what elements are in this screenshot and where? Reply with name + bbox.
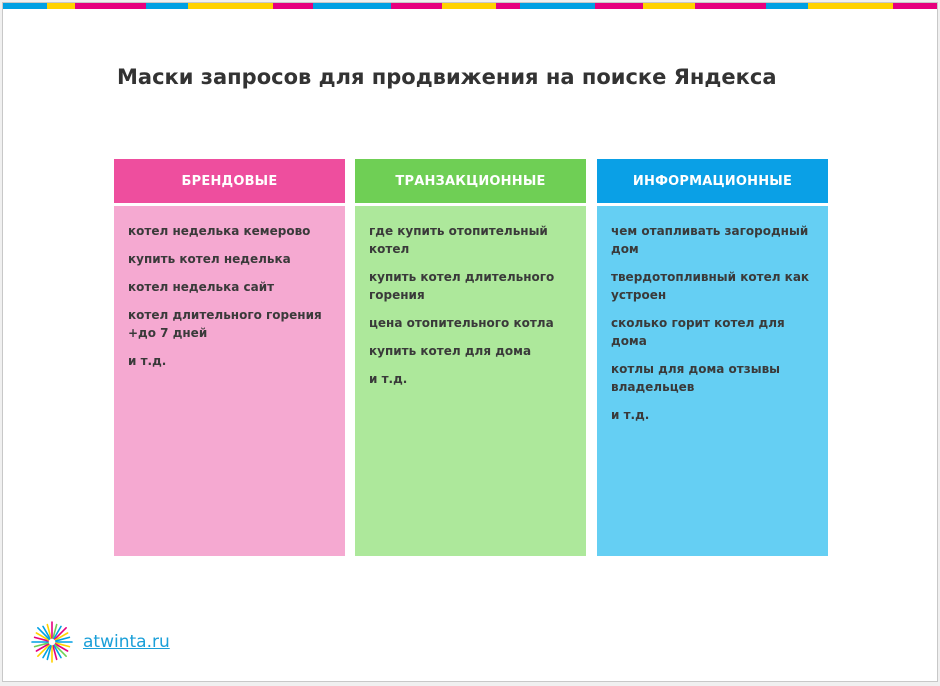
stripe-segment [496,3,520,9]
column-header-brand: БРЕНДОВЫЕ [114,159,345,203]
list-item: где купить отопительный котел [369,224,548,256]
stripe-segment [808,3,893,9]
column-body-brand [114,206,345,556]
slide [2,2,938,682]
site-link[interactable]: atwinta.ru [83,632,170,652]
stripe-segment [695,3,767,9]
stripe-segment [766,3,808,9]
stripe-segment [391,3,443,9]
page-title: Маски запросов для продвижения на поиске Яндекса [117,65,777,89]
column-informational [597,159,828,556]
list-item: и т.д. [611,408,650,422]
list-item: котел неделька сайт [128,280,275,294]
stripe-segment [520,3,596,9]
list-item: чем отапливать загородный дом [611,224,809,256]
column-body-transactional [355,206,586,556]
stripe-segment [273,3,313,9]
list-item: цена отопительного котла [369,316,554,330]
list-item: купить котел для дома [369,344,532,358]
stripe-segment [3,3,47,9]
stripe-segment [643,3,695,9]
sunburst-logo-icon [31,621,73,663]
top-color-stripe [3,3,937,9]
stripe-segment [146,3,188,9]
stripe-segment [595,3,643,9]
list-item: котел неделька кемерово [128,224,311,238]
stripe-segment [75,3,147,9]
stripe-segment [893,3,937,9]
list-item: и т.д. [369,372,408,386]
list-item: сколько горит котел для дома [611,316,785,348]
footer [31,621,170,663]
column-brand [114,159,345,556]
list-item: котел длительного горения +до 7 дней [128,308,322,340]
column-header-transactional: ТРАНЗАКЦИОННЫЕ [355,159,586,203]
list-item: котлы для дома отзывы владельцев [611,362,781,394]
list-item: купить котел неделька [128,252,291,266]
stripe-segment [188,3,273,9]
list-item: твердотопливный котел как устроен [611,270,810,302]
column-body-informational [597,206,828,556]
column-transactional [355,159,586,556]
list-item: купить котел длительного горения [369,270,555,302]
stripe-segment [442,3,496,9]
list-item: и т.д. [128,354,167,368]
stripe-segment [47,3,75,9]
column-header-informational: ИНФОРМАЦИОННЫЕ [597,159,828,203]
stripe-segment [313,3,391,9]
